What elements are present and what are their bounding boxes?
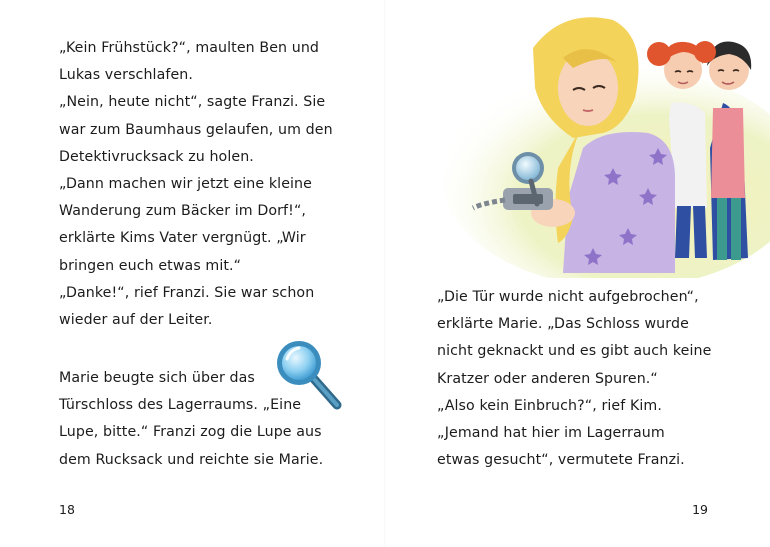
text-line: „Die Tür wurde nicht aufgebrochen“,	[437, 289, 699, 305]
text-line: „Jemand hat hier im Lagerraum	[437, 425, 665, 442]
text-line: war zum Baumhaus gelaufen, um den	[59, 121, 333, 138]
magnifying-glass-icon	[274, 335, 346, 415]
left-paragraph-1	[59, 35, 333, 334]
text-line: Lupe, bitte.“ Franzi zog die Lupe aus	[59, 424, 322, 441]
right-paragraph	[437, 284, 711, 474]
text-line: bringen euch etwas mit.“	[59, 257, 242, 274]
text-line: erklärte Kims Vater vergnügt. „Wir	[59, 230, 306, 247]
text-line: Lukas verschlafen.	[59, 67, 194, 84]
text-line: etwas gesucht“, vermutete Franzi.	[437, 452, 685, 469]
text-line: nicht geknackt und es gibt auch keine	[437, 343, 712, 360]
text-line: „Kein Frühstück?“, maulten Ben und	[59, 40, 320, 56]
right-page	[385, 0, 770, 547]
text-line: „Dann machen wir jetzt eine kleine	[59, 176, 312, 193]
page-number-left: 18	[59, 502, 75, 517]
text-line: Marie beugte sich über das	[59, 370, 255, 386]
page-number-right: 19	[692, 502, 708, 517]
text-line: Wanderung zum Bäcker im Dorf!“,	[59, 203, 307, 220]
text-line: Türschloss des Lagerraums. „Eine	[59, 397, 302, 414]
text-line: wieder auf der Leiter.	[59, 312, 213, 329]
text-line: erklärte Marie. „Das Schloss wurde	[437, 316, 689, 333]
text-line: „Nein, heute nicht“, sagte Franzi. Sie	[59, 94, 326, 111]
text-line: dem Rucksack und reichte sie Marie.	[59, 451, 324, 468]
text-line: Detektivrucksack zu holen.	[59, 148, 254, 165]
text-line: Kratzer oder anderen Spuren.“	[437, 370, 658, 387]
text-line: „Also kein Einbruch?“, rief Kim.	[437, 397, 662, 414]
text-line: „Danke!“, rief Franzi. Sie war schon	[59, 284, 315, 301]
children-inspecting-lock-illustration	[413, 8, 770, 278]
